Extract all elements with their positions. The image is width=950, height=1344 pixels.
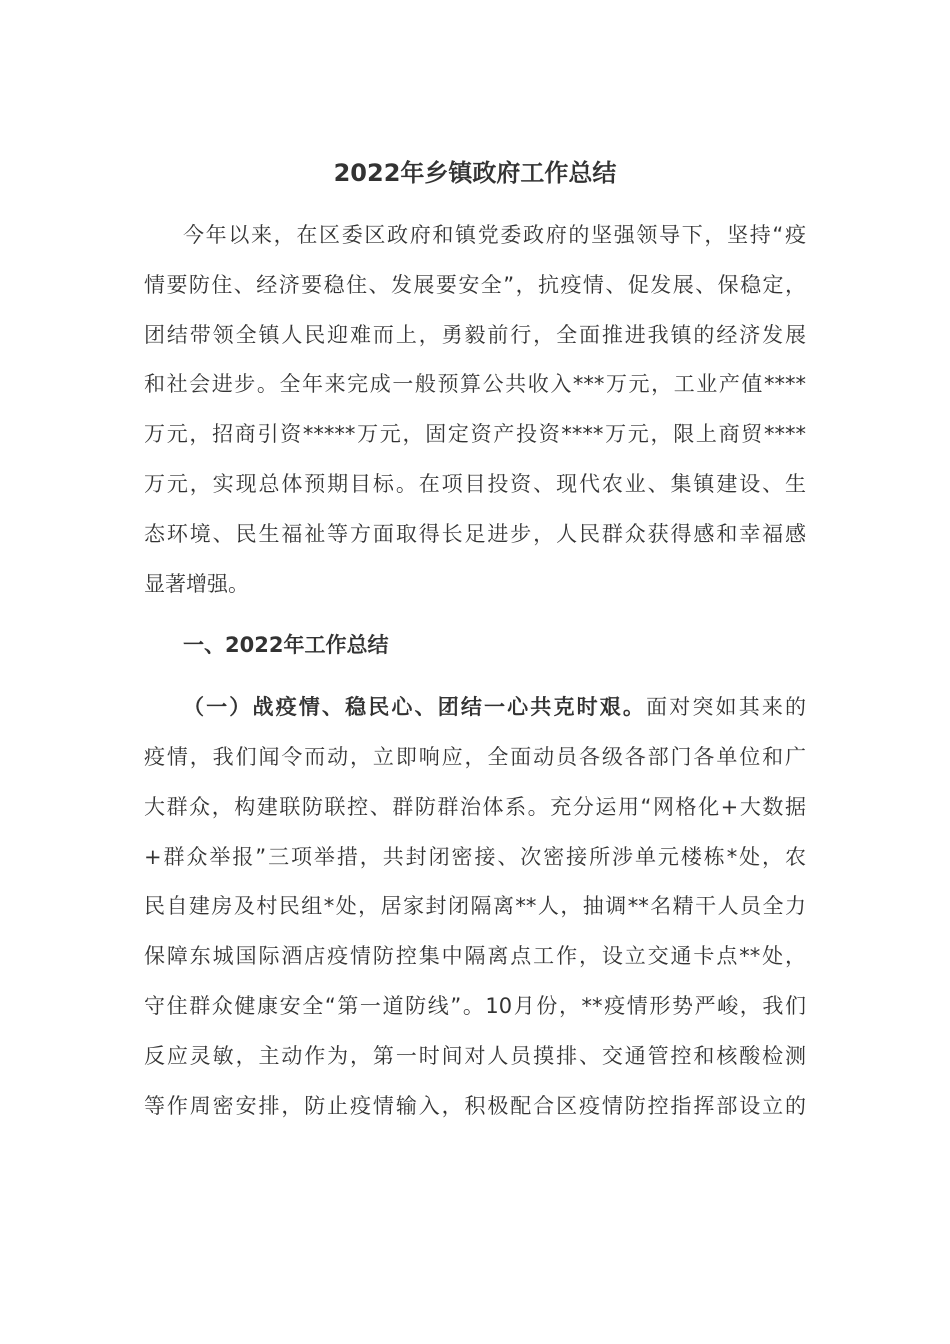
body-line: 民自建房及村民组*处，居家封闭隔离**人，抽调**名精干人员全力 (144, 894, 806, 918)
body-line: 守住群众健康安全“第一道防线”。10月份，**疫情形势严峻，我们 (144, 994, 806, 1018)
subsection-heading: （一）战疫情、稳民心、团结一心共克时艰。 (183, 695, 647, 719)
body-line: 疫情，我们闻令而动，立即响应，全面动员各级各部门各单位和广 (144, 745, 806, 769)
subsection-first-line-text: 面对突如其来的 (646, 695, 807, 719)
intro-line: 显著增强。 (144, 572, 249, 596)
intro-line: 今年以来，在区委区政府和镇党委政府的坚强领导下，坚持“疫 (183, 223, 806, 247)
body-line: 大群众，构建联防联控、群防群治体系。充分运用“网格化+大数据 (144, 795, 806, 819)
document-title: 2022年乡镇政府工作总结 (333, 159, 617, 187)
body-line: 保障东城国际酒店疫情防控集中隔离点工作，设立交通卡点**处， (144, 944, 806, 968)
body-line: 等作周密安排，防止疫情输入，积极配合区疫情防控指挥部设立的 (144, 1094, 806, 1118)
intro-line: 万元，实现总体预期目标。在项目投资、现代农业、集镇建设、生 (144, 472, 806, 496)
section-heading: 一、2022年工作总结 (183, 633, 389, 657)
intro-line: 情要防住、经济要稳住、发展要安全”，抗疫情、促发展、保稳定， (144, 273, 806, 297)
subsection-first-line (183, 692, 806, 722)
intro-line: 态环境、民生福祉等方面取得长足进步，人民群众获得感和幸福感 (144, 522, 806, 546)
body-line: 反应灵敏，主动作为，第一时间对人员摸排、交通管控和核酸检测 (144, 1044, 806, 1068)
intro-line: 团结带领全镇人民迎难而上，勇毅前行，全面推进我镇的经济发展 (144, 323, 806, 347)
body-line: +群众举报”三项举措，共封闭密接、次密接所涉单元楼栋*处，农 (144, 845, 806, 869)
intro-line: 和社会进步。全年来完成一般预算公共收入***万元，工业产值**** (144, 372, 806, 396)
intro-line: 万元，招商引资*****万元，固定资产投资****万元，限上商贸**** (144, 422, 806, 446)
